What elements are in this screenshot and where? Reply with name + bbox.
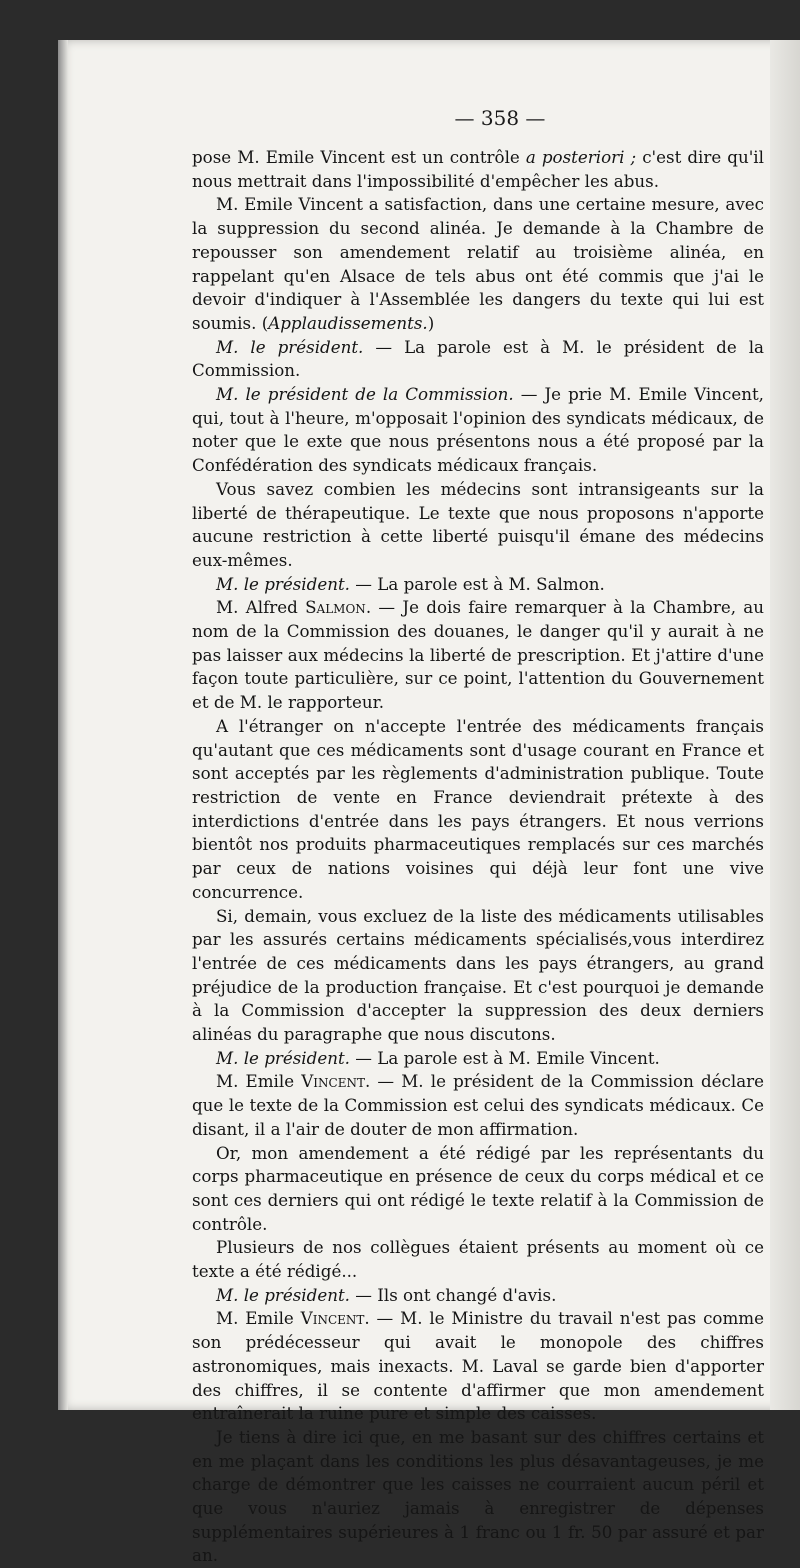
paragraph-text: A l'étranger on n'accepte l'entrée des médicaments français qu'autant que ces médicaments sont d'usage courant en France et sont acceptés par les règlements d'administration publique. Toute restriction de vente en France deviendrait prétexte à des interdictions d'entrée dans les pays étrangers. Et nous verrions bientôt nos produits pharmaceutiques remplacés sur ces marchés par ceux de nations voisines qui déjà leur font une vive concurrence.: [192, 715, 764, 902]
paragraph: [192, 1047, 764, 1071]
paragraph-text: Vous savez combien les médecins sont intransigeants sur la liberté de thérapeutique. Le texte que nous proposons n'apporte aucune restriction à cette liberté puisqu'il émane des médecins eux-mêmes.: [192, 478, 764, 570]
speaker-label: M. le président.: [216, 1047, 350, 1068]
paragraph: [192, 1307, 764, 1426]
paragraph-text: ): [427, 312, 435, 333]
paragraph-text: — Ils ont changé d'avis.: [349, 1284, 557, 1305]
paragraph: [192, 715, 764, 905]
page-spine-shadow: [58, 40, 68, 1410]
paragraph-text: M. Emile: [216, 1071, 302, 1092]
paragraph-text: — La parole est à M. Salmon.: [349, 573, 605, 594]
paragraph: [192, 905, 764, 1047]
paragraph-text: — La parole est à M. le président de la Commission.: [192, 336, 764, 381]
speaker-label: M. le président.: [216, 1284, 350, 1305]
paragraph-text: Or, mon amendement a été rédigé par les représentants du corps pharmaceutique en présence de ceux du corps médical et ce sont ces derniers qui ont rédigé le texte relatif à la Commission de contrôle.: [192, 1142, 764, 1234]
paragraph: [192, 146, 764, 193]
speaker-label: M. le président.: [216, 573, 350, 594]
paragraph-text: . — Je dois faire remarquer à la Chambre, au nom de la Commission des douanes, le danger qu'il y aurait à ne pas laisser aux médecins la liberté de prescription. Et j'attire d'une façon toute particulière, sur ce point, l'attention du Gouvernement et de M. le rapporteur.: [192, 597, 764, 713]
paragraph: [192, 1426, 764, 1568]
speaker-name: Vincent: [301, 1071, 365, 1092]
paragraph-text: M. Emile Vincent a satisfaction, dans une certaine mesure, avec la suppression du second alinéa. Je demande à la Chambre de repousser son amendement relatif au troisième alinéa, en rappelant qu'en Alsace de tels abus ont été commis que j'ai le devoir d'indiquer à l'Assemblée les dangers du texte qui lui est soumis. (: [192, 194, 764, 333]
paragraph: [192, 1142, 764, 1237]
paragraph-text: — La parole est à M. Emile Vincent.: [349, 1047, 660, 1068]
speaker-name: Vincent: [300, 1308, 365, 1329]
paragraph: [192, 336, 764, 383]
paragraph: [192, 193, 764, 335]
paragraph-text: M. Emile: [216, 1308, 301, 1329]
paragraph: [192, 478, 764, 573]
speaker-label: a posteriori ;: [525, 147, 637, 167]
paragraph: [192, 1236, 764, 1283]
paragraph: [192, 1070, 764, 1141]
page-number: — 358 —: [454, 106, 546, 130]
paragraph-text: Plusieurs de nos collègues étaient présents au moment où ce texte a été rédigé...: [192, 1237, 764, 1282]
speaker-label: M. le président de la Commission.: [216, 384, 514, 405]
paragraph-text: . — M. le président de la Commission déclare que le texte de la Commission est celui des syndicats médicaux. Ce disant, il a l'air de douter de mon affirmation.: [192, 1071, 764, 1139]
paragraph-text: Je tiens à dire ici que, en me basant sur des chiffres certains et en me plaçant dans les conditions les plus désavantageuses, je me charge de démontrer que les caisses ne courraient aucun péril et que vous n'auriez jamais à enregistrer de dépenses supplémentaires supérieures à 1 franc ou 1 fr. 50 par assuré et par an.: [192, 1426, 764, 1566]
paragraph-text: pose M. Emile Vincent est un contrôle: [192, 147, 526, 167]
paragraph: [192, 596, 764, 715]
paragraph: [192, 1284, 764, 1308]
speaker-name: Salmon: [305, 597, 366, 618]
paragraph-text: — Je prie M. Emile Vincent, qui, tout à l'heure, m'opposait l'opinion des syndicats médicaux, de noter que le exte que nous présentons nous a été proposé par la Confédération des syndicats médicaux français.: [192, 384, 764, 476]
paragraph: [192, 573, 764, 597]
paragraph-text: c'est dire qu'il nous mettrait dans l'impossibilité d'empêcher les abus.: [192, 147, 764, 191]
paragraph: [192, 383, 764, 478]
paragraph-text: . — M. le Ministre du travail n'est pas comme son prédécesseur qui avait le monopole des chiffres astronomiques, mais inexacts. M. Laval se garde bien d'apporter des chiffres, il se contente d'affirmer que mon amendement entraînerait la ruine pure et simple des caisses.: [192, 1308, 764, 1424]
speaker-label: Applaudissements.: [268, 312, 428, 333]
paragraph-text: Si, demain, vous excluez de la liste des médicaments utilisables par les assurés certains médicaments spécialisés,vous interdirez l'entrée de ces médicaments dans les pays étrangers, au grand préjudice de la production française. Et c'est pourquoi je demande à la Commission d'accepter la suppression des deux derniers alinéas du paragraphe que nous discutons.: [192, 905, 764, 1045]
page-right-edge: [770, 40, 800, 1410]
speaker-label: M. le président.: [216, 336, 364, 357]
document-body: [192, 146, 764, 1568]
paragraph-text: M. Alfred: [216, 597, 306, 618]
